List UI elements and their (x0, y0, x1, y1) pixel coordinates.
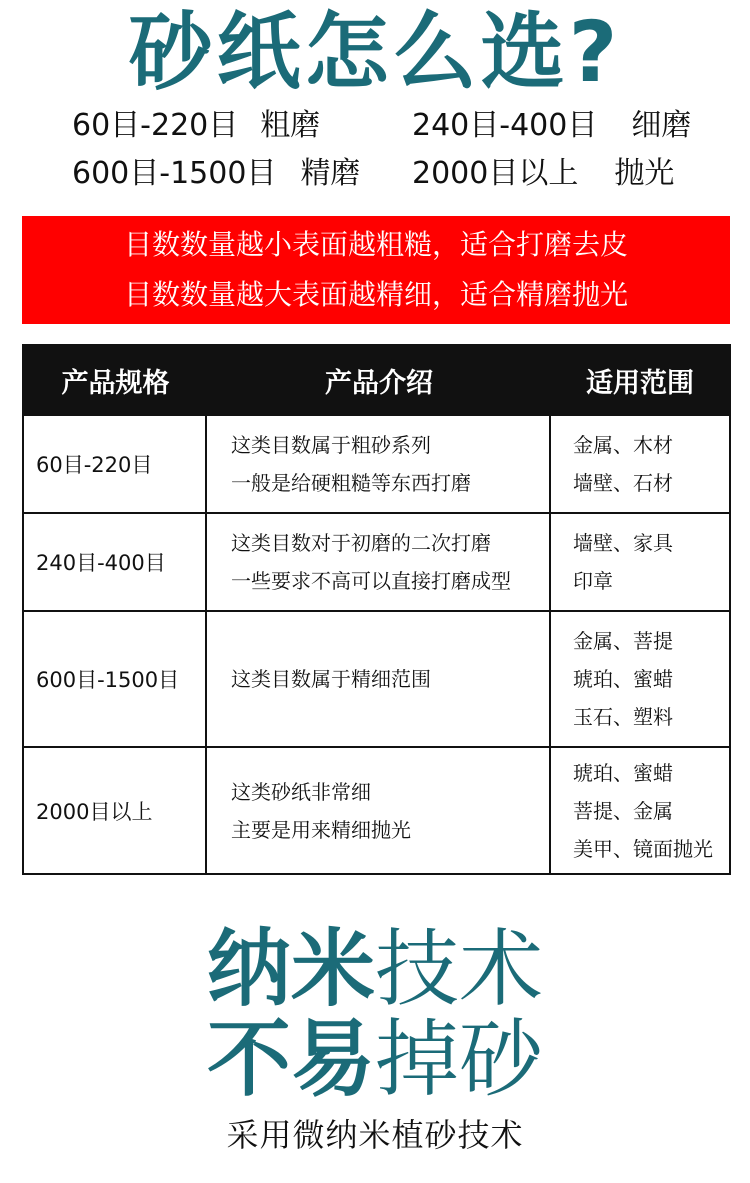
cell-scope (551, 748, 729, 873)
grade-range: 240目-400目 (412, 108, 598, 143)
intro-line: 一些要求不高可以直接打磨成型 (231, 569, 511, 593)
feature-bold-text: 不易 (206, 1010, 375, 1108)
feature-headline-nano (0, 920, 750, 1018)
cell-intro (207, 514, 551, 610)
header-intro: 产品介绍 (325, 367, 433, 399)
header-scope: 适用范围 (586, 367, 694, 399)
intro-line: 这类目数属于粗砂系列 (231, 433, 431, 457)
feature-thin-text: 掉砂 (375, 1010, 544, 1108)
table-row (24, 512, 729, 610)
grade-item (72, 100, 412, 144)
grade-row (72, 146, 712, 194)
grade-item (412, 100, 691, 144)
grade-label: 精磨 (300, 156, 361, 191)
spec-table (22, 344, 731, 875)
cell-intro (207, 748, 551, 873)
header-spec: 产品规格 (61, 367, 170, 399)
feature-headline-durable (0, 1010, 750, 1108)
cell-spec: 60目-220目 (24, 416, 207, 512)
scope-line: 金属、木材 (573, 433, 673, 457)
grade-range: 60目-220目 (72, 108, 239, 143)
cell-spec: 2000目以上 (24, 748, 207, 873)
grade-label: 抛光 (614, 156, 675, 191)
cell-scope (551, 612, 729, 746)
cell-spec: 240目-400目 (24, 514, 207, 610)
grade-overview (72, 98, 712, 194)
feature-subtitle: 采用微纳米植砂技术 (226, 1116, 524, 1154)
scope-line: 琥珀、蜜蜡 (573, 760, 673, 785)
table-header (24, 346, 729, 414)
banner-line-fine: 目数数量越大表面越精细，适合精磨抛光 (123, 278, 628, 311)
intro-line: 一般是给硬粗糙等东西打磨 (231, 471, 471, 495)
cell-scope (551, 514, 729, 610)
grade-label: 粗磨 (260, 108, 321, 143)
cell-intro (207, 416, 551, 512)
scope-line: 菩提、金属 (573, 798, 673, 823)
grade-range: 2000目以上 (412, 156, 579, 191)
grade-range: 600目-1500目 (72, 156, 277, 191)
cell-scope (551, 416, 729, 512)
intro-line: 这类目数对于初磨的二次打磨 (231, 531, 491, 555)
table-row (24, 746, 729, 873)
intro-line: 这类砂纸非常细 (231, 779, 371, 804)
intro-line: 这类目数属于精细范围 (231, 667, 431, 691)
grade-row (72, 98, 712, 146)
scope-line: 美甲、镜面抛光 (573, 836, 713, 861)
grade-item (412, 148, 674, 192)
cell-spec: 600目-1500目 (24, 612, 207, 746)
table-row (24, 414, 729, 512)
scope-line: 琥珀、蜜蜡 (573, 667, 673, 691)
scope-line: 玉石、塑料 (573, 705, 673, 729)
intro-line: 主要是用来精细抛光 (231, 817, 411, 842)
info-banner (22, 216, 730, 324)
scope-line: 墙壁、家具 (573, 531, 673, 555)
grade-label: 细磨 (631, 108, 692, 143)
scope-line: 金属、菩提 (573, 629, 673, 653)
scope-line: 印章 (573, 569, 613, 593)
cell-intro (207, 612, 551, 746)
page-title: 砂纸怎么选? (128, 3, 622, 101)
grade-item (72, 148, 412, 192)
feature-bold-text: 纳米 (206, 920, 375, 1018)
table-row (24, 610, 729, 746)
banner-line-coarse: 目数数量越小表面越粗糙，适合打磨去皮 (123, 228, 628, 261)
feature-thin-text: 技术 (375, 920, 544, 1018)
scope-line: 墙壁、石材 (573, 471, 673, 495)
